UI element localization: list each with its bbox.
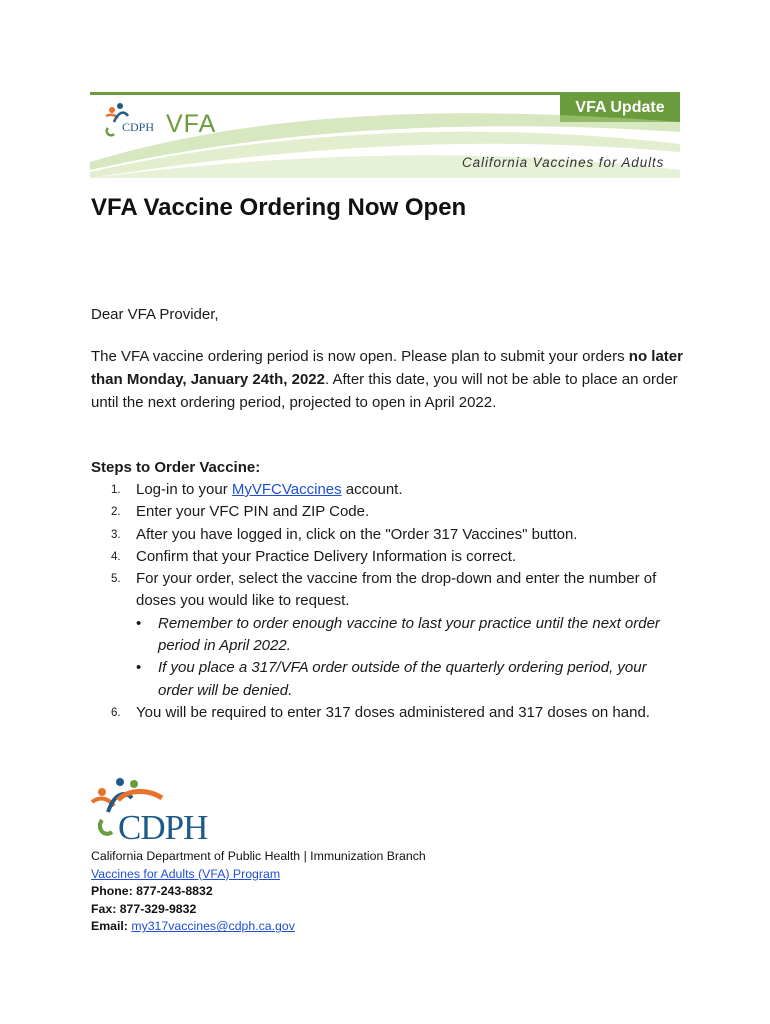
myvfcvaccines-link[interactable]: MyVFCVaccines	[231, 481, 342, 498]
step-text: For your order, select the vaccine from the drop-down and enter the number of doses you would like to request.	[136, 570, 657, 610]
step-text: Confirm that your Practice Delivery Information is correct.	[136, 547, 517, 565]
vfa-program-link[interactable]: Vaccines for Adults (VFA) Program	[91, 866, 281, 881]
phone-number: 877-243-8832	[136, 884, 213, 899]
step-number: 3.	[111, 528, 121, 541]
step-sub-list	[136, 613, 681, 702]
steps-list	[91, 479, 681, 724]
phone-label: Phone:	[91, 884, 133, 899]
cdph-wordmark-large: CDPH	[118, 808, 208, 847]
sub-bullet-text: If you place a 317/VFA order outside of the quarterly ordering period, your order will be denied.	[158, 659, 647, 699]
cdph-wordmark-small: CDPH	[122, 120, 155, 134]
intro-text-1: The VFA vaccine ordering period is now open. Please plan to submit your orders	[91, 348, 629, 365]
step-text: Log-in to your	[136, 481, 232, 498]
update-tab-label: VFA Update	[575, 99, 665, 116]
bullet-icon: •	[136, 614, 142, 632]
step-text: After you have logged in, click on the "Order 317 Vaccines" button.	[136, 525, 578, 543]
step-item	[91, 568, 681, 702]
intro-paragraph	[91, 345, 691, 414]
bullet-icon: •	[136, 659, 142, 677]
step-item	[91, 546, 681, 568]
vfa-program-name: VFA	[166, 110, 217, 138]
step-item	[91, 702, 681, 724]
email-label: Email:	[91, 919, 128, 934]
footer-contact	[91, 848, 426, 936]
step-text: You will be required to enter 317 doses administered and 317 doses on hand.	[136, 703, 650, 721]
step-number: 4.	[111, 550, 121, 563]
steps-heading: Steps to Order Vaccine:	[91, 459, 261, 476]
step-item	[91, 524, 681, 546]
step-text: Enter your VFC PIN and ZIP Code.	[136, 503, 370, 521]
page-title: VFA Vaccine Ordering Now Open	[91, 194, 467, 221]
email-link[interactable]: my317vaccines@cdph.ca.gov	[131, 919, 295, 934]
step-item	[91, 501, 681, 523]
sub-bullet-text: Remember to order enough vaccine to last your practice until the next order period in April 2022.	[158, 614, 660, 655]
step-number: 2.	[111, 506, 121, 519]
banner-subtitle: California Vaccines for Adults	[462, 155, 665, 170]
intro-deadline: no later than Monday, January 24th, 2022	[91, 348, 683, 388]
greeting: Dear VFA Provider,	[91, 306, 219, 323]
fax-label: Fax:	[91, 901, 117, 916]
footer-department: California Department of Public Health | Immunization Branch	[91, 849, 426, 863]
intro-text-2: . After this date, you will not be able to place an order until the next ordering period, projected to open in April 2022.	[91, 371, 678, 411]
step-text: account.	[341, 481, 403, 498]
step-number: 5.	[111, 573, 121, 586]
sub-bullet-item	[136, 613, 681, 658]
step-number: 1.	[111, 484, 121, 496]
sub-bullet-item	[136, 657, 681, 702]
step-item	[91, 479, 681, 501]
step-number: 6.	[111, 706, 121, 719]
fax-number: 877-329-9832	[119, 901, 197, 916]
